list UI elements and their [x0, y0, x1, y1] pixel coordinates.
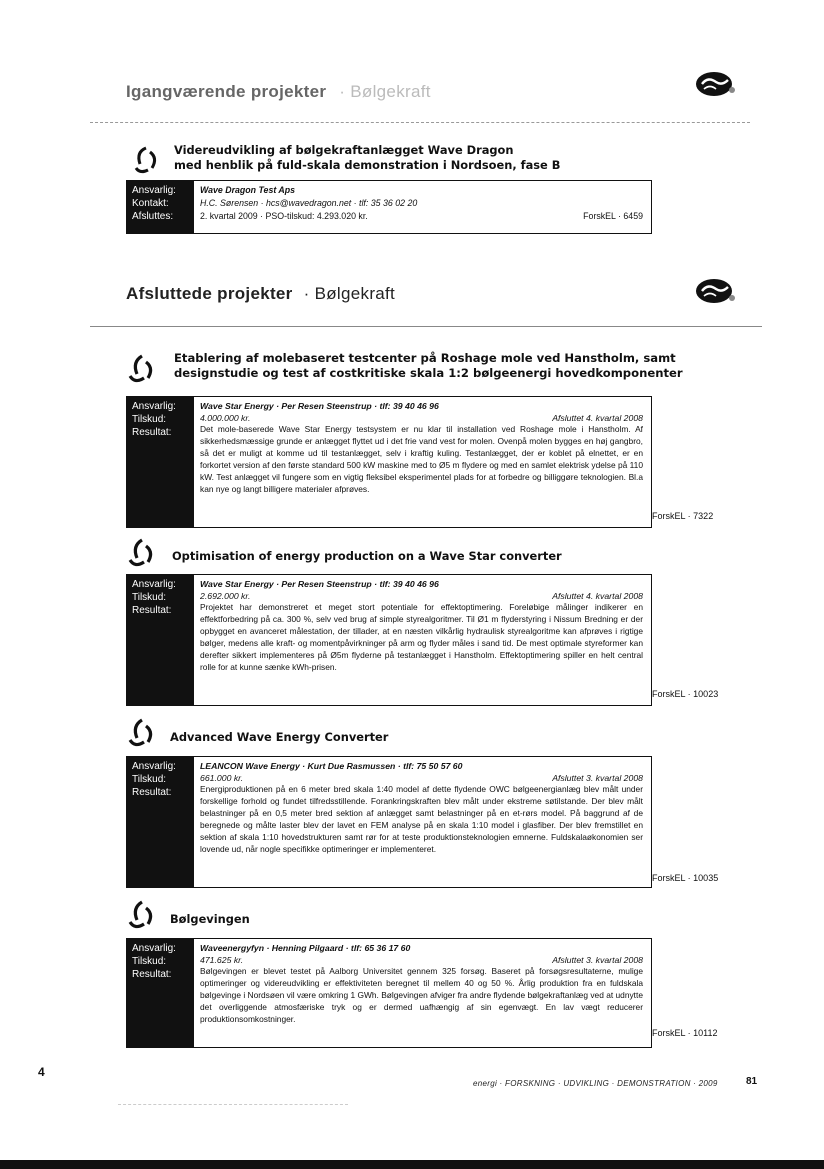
- section-divider: [90, 326, 762, 327]
- value-ansvarlig: Wave Dragon Test Aps: [200, 185, 295, 195]
- label-ansvarlig: Ansvarlig:: [132, 185, 176, 196]
- ongoing-title: Igangværende projekter: [126, 82, 327, 101]
- project-title: [174, 351, 683, 381]
- project-card: [126, 574, 652, 706]
- project-title: [174, 143, 560, 173]
- scan-artefact-line: [90, 122, 750, 123]
- forskel-id: ForskEL · 7322: [652, 511, 714, 521]
- value-resultat: Energiproduktionen på en 6 meter bred skala 1:40 model af dette flydende OWC bølgeenergianlæg blev målt under forskellige forhold og fundet tilfredsstillende. Forankringskraften blev målt under ekstreme søtilstande. Der blev målt belastninger på en 0,5 meter bred sektion af anlægget samt belastninger på en et-rørs model. På baggrund af de beregnede og målte laster blev der lavet en FEM analyse på en skala 1:10 model i glasfiber. Der blev fremstillet en sektion af skala 1:10 hovedstrukturen samt rør for at teste produktionsteknologien emnerne. Fuldskalaøkonomien ser lovende ud, når nogle specifikke optimeringer er implementeret.: [200, 784, 643, 854]
- value-resultat: Det mole-baserede Wave Star Energy testsystem er nu klar til installation ved Roshage mole i Hanstholm. Af sikkerhedsmæssige grunde er anlægget flyttet ud i det frie vand vest for molen. Ovenpå molen bygges en høj gangbro, så det er muligt at komme ud til testanlægget, selv i kraftig kuling. Testanlægget, der er koblet på elnettet, er en forkortet version af den første standard 500 kW maskine med to Ø5 m flydere og med en samlet elektrisk ydelse på 110 kW. Test anlægget vil fungere som en vigtig fleksibel eksperimentel plads for at forbedre og billiggøre teknologien. Bl.a kan nye og langt billigere materialer afprøves.: [200, 424, 643, 494]
- label-tilskud: Tilskud:: [132, 414, 167, 425]
- page-number: 81: [746, 1076, 758, 1087]
- forskel-id: ForskEL · 6459: [583, 211, 643, 221]
- value-resultat: Bølgevingen er blevet testet på Aalborg Universitet gennem 325 forsøg. Baseret på forsøgsresultaterne, mulige optimeringer og videreudvikling er effektiviteten beregnet til mellem 40 og 50 %. Årlig produktion fra en fuldskala bølgevinge i Nordsøen vil være omkring 1 GWh. Bølgevingen afviger fra andre flydende bølgekraftanlæg ved at udnytte det overliggende atmosfæriske tryk og er dermed uafhængig af sin egenvægt. En lav vægt reducerer produktionsomkostninger.: [200, 966, 643, 1025]
- value-ansvarlig: Wave Star Energy · Per Resen Steenstrup · tlf: 39 40 46 96: [200, 579, 439, 589]
- project-title-line: Bølgevingen: [170, 912, 250, 926]
- project-title-line: Optimisation of energy production on a Wave Star converter: [172, 549, 562, 563]
- value-tilskud: 471.625 kr.: [200, 955, 244, 966]
- label-tilskud: Tilskud:: [132, 956, 167, 967]
- value-kontakt: H.C. Sørensen · hcs@wavedragon.net · tlf: 35 36 02 20: [200, 198, 418, 208]
- label-afsluttes: Afsluttes:: [132, 211, 174, 222]
- project-values: [194, 181, 651, 233]
- project-swirl-icon: [126, 900, 156, 930]
- value-tilskud: 661.000 kr.: [200, 773, 244, 784]
- project-title-line: Etablering af molebaseret testcenter på Roshage mole ved Hanstholm, samt: [174, 351, 676, 365]
- value-tilskud: 4.000.000 kr.: [200, 413, 251, 424]
- value-afsluttet: Afsluttet 3. kvartal 2008: [552, 773, 643, 784]
- project-labels: [127, 757, 194, 887]
- project-swirl-icon: [130, 144, 160, 174]
- value-afsluttet: Afsluttet 4. kvartal 2008: [552, 413, 643, 424]
- label-ansvarlig: Ansvarlig:: [132, 401, 176, 412]
- left-page-number: 4: [38, 1065, 45, 1079]
- scan-artefact-line: [118, 1104, 348, 1105]
- project-title-line: Advanced Wave Energy Converter: [170, 730, 389, 744]
- value-afsluttes: 2. kvartal 2009 · PSO-tilskud: 4.293.020 kr.: [200, 211, 368, 221]
- label-resultat: Resultat:: [132, 427, 172, 438]
- project-card: [126, 396, 652, 528]
- label-tilskud: Tilskud:: [132, 774, 167, 785]
- label-ansvarlig: Ansvarlig:: [132, 579, 176, 590]
- label-ansvarlig: Ansvarlig:: [132, 761, 176, 772]
- project-labels: [127, 181, 194, 233]
- value-afsluttet: Afsluttet 4. kvartal 2008: [552, 591, 643, 602]
- project-labels: [127, 397, 194, 527]
- scan-bottom-edge: [0, 1160, 824, 1169]
- value-ansvarlig: Waveenergyfyn · Henning Pilgaard · tlf: 65 36 17 60: [200, 943, 411, 953]
- label-resultat: Resultat:: [132, 787, 172, 798]
- project-title-line: Videreudvikling af bølgekraftanlægget Wave Dragon: [174, 143, 514, 157]
- label-tilskud: Tilskud:: [132, 592, 167, 603]
- value-afsluttet: Afsluttet 3. kvartal 2008: [552, 955, 643, 966]
- value-resultat: Projektet har demonstreret et meget stort potentiale for effektoptimering. Foreløbige målinger indikerer en effektforbedring på ca. 300 %, selv ved brug af simple styrealgoritmer. Til Ø1 m flyderstyring i Nissum Bredning er der opbygget en avanceret målestation, der tillader, at en næsten vilkårlig hydraulisk styrealgoritme kan afprøves i rigtige bølger, medens alle kraft- og momentpåvirkninger på arm og flyder måles i sand tid. De mest optimale styreformer kan derefter sikkert implementeres på Ø5m flyderne på testanlægget i Hanstholm. Effektoptimering spiller en helt central rolle for at kunne sænke kWh-prisen.: [200, 602, 643, 672]
- project-title: [170, 730, 388, 745]
- project-swirl-icon: [126, 354, 156, 384]
- completed-title: Afsluttede projekter: [126, 284, 293, 303]
- project-title: [172, 549, 562, 564]
- forskel-id: ForskEL · 10023: [652, 689, 719, 699]
- project-card: [126, 180, 652, 234]
- value-ansvarlig: Wave Star Energy · Per Resen Steenstrup · tlf: 39 40 46 96: [200, 401, 439, 411]
- label-resultat: Resultat:: [132, 969, 172, 980]
- wave-logo-icon: [694, 68, 740, 98]
- section-title-completed: [126, 284, 395, 304]
- project-card: [126, 938, 652, 1048]
- project-card: [126, 756, 652, 888]
- project-swirl-icon: [126, 718, 156, 748]
- completed-title-suffix: · Bølgekraft: [303, 284, 396, 303]
- project-labels: [127, 939, 194, 1047]
- project-values: [194, 939, 651, 1047]
- project-values: [194, 757, 651, 887]
- ongoing-title-suffix: · Bølgekraft: [339, 82, 431, 101]
- forskel-id: ForskEL · 10112: [652, 1028, 718, 1038]
- label-kontakt: Kontakt:: [132, 198, 169, 209]
- project-values: [194, 397, 651, 527]
- project-title-line: designstudie og test af costkritiske skala 1:2 bølgeenergi hovedkomponenter: [174, 366, 683, 380]
- publication-line: energi · FORSKNING · UDVIKLING · DEMONSTRATION · 2009: [473, 1079, 718, 1088]
- project-title: [170, 912, 250, 927]
- project-swirl-icon: [126, 538, 156, 568]
- value-ansvarlig: LEANCON Wave Energy · Kurt Due Rasmussen · tlf: 75 50 57 60: [200, 761, 463, 771]
- label-resultat: Resultat:: [132, 605, 172, 616]
- section-title-ongoing: [126, 82, 431, 102]
- project-title-line: med henblik på fuld-skala demonstration i Nordsoen, fase B: [174, 158, 561, 172]
- label-ansvarlig: Ansvarlig:: [132, 943, 176, 954]
- project-labels: [127, 575, 194, 705]
- wave-logo-icon: [694, 276, 740, 306]
- forskel-id: ForskEL · 10035: [652, 873, 719, 883]
- value-tilskud: 2.692.000 kr.: [200, 591, 251, 602]
- project-values: [194, 575, 651, 705]
